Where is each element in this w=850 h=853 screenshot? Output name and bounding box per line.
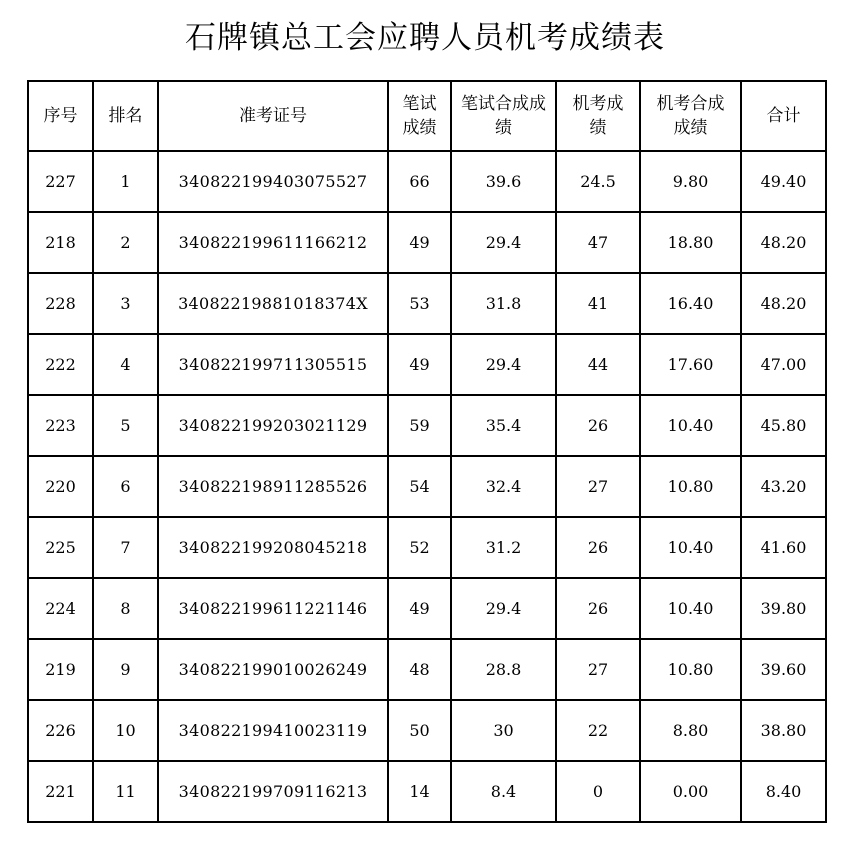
cell-written-score: 66 <box>388 151 451 212</box>
cell-computer-score: 26 <box>556 578 640 639</box>
header-total: 合计 <box>741 81 826 151</box>
cell-seq: 221 <box>28 761 93 822</box>
cell-computer-composite: 16.40 <box>640 273 741 334</box>
cell-computer-composite: 17.60 <box>640 334 741 395</box>
cell-computer-score: 24.5 <box>556 151 640 212</box>
header-computer-composite-line2: 成绩 <box>673 118 708 138</box>
cell-computer-composite: 18.80 <box>640 212 741 273</box>
cell-written-score: 54 <box>388 456 451 517</box>
header-written-score-line1: 笔试 <box>402 94 437 114</box>
table-row <box>28 334 826 395</box>
cell-seq: 219 <box>28 639 93 700</box>
cell-written-score: 59 <box>388 395 451 456</box>
cell-computer-composite: 10.40 <box>640 517 741 578</box>
table-row <box>28 517 826 578</box>
header-written-score-line2: 成绩 <box>402 118 437 138</box>
cell-computer-composite: 9.80 <box>640 151 741 212</box>
cell-total: 48.20 <box>741 212 826 273</box>
cell-written-score: 49 <box>388 578 451 639</box>
cell-computer-composite: 10.80 <box>640 639 741 700</box>
cell-written-composite: 29.4 <box>451 578 556 639</box>
cell-exam-id: 340822199208045218 <box>158 517 388 578</box>
header-computer-composite <box>640 81 741 151</box>
cell-written-score: 48 <box>388 639 451 700</box>
cell-seq: 224 <box>28 578 93 639</box>
cell-written-score: 52 <box>388 517 451 578</box>
cell-written-score: 53 <box>388 273 451 334</box>
cell-exam-id: 340822199403075527 <box>158 151 388 212</box>
cell-rank: 11 <box>93 761 158 822</box>
cell-written-composite: 35.4 <box>451 395 556 456</box>
cell-computer-score: 41 <box>556 273 640 334</box>
cell-exam-id: 340822199709116213 <box>158 761 388 822</box>
header-computer-composite-line1: 机考合成 <box>656 94 725 114</box>
cell-total: 45.80 <box>741 395 826 456</box>
cell-seq: 228 <box>28 273 93 334</box>
cell-seq: 225 <box>28 517 93 578</box>
cell-seq: 227 <box>28 151 93 212</box>
cell-written-composite: 32.4 <box>451 456 556 517</box>
cell-written-score: 50 <box>388 700 451 761</box>
cell-rank: 4 <box>93 334 158 395</box>
cell-written-score: 49 <box>388 212 451 273</box>
table-row <box>28 151 826 212</box>
cell-total: 48.20 <box>741 273 826 334</box>
cell-rank: 6 <box>93 456 158 517</box>
cell-rank: 8 <box>93 578 158 639</box>
cell-total: 39.80 <box>741 578 826 639</box>
cell-exam-id: 340822199410023119 <box>158 700 388 761</box>
header-written-composite-line2: 绩 <box>495 118 512 138</box>
cell-exam-id: 340822198911285526 <box>158 456 388 517</box>
header-computer-score-line1: 机考成 <box>572 94 624 114</box>
cell-exam-id: 340822199711305515 <box>158 334 388 395</box>
header-computer-score <box>556 81 640 151</box>
table-row <box>28 700 826 761</box>
cell-written-composite: 30 <box>451 700 556 761</box>
header-row <box>28 81 826 151</box>
table-row <box>28 761 826 822</box>
table-row <box>28 212 826 273</box>
header-computer-score-line2: 绩 <box>589 118 607 138</box>
cell-computer-score: 0 <box>556 761 640 822</box>
cell-computer-composite: 10.40 <box>640 395 741 456</box>
score-table <box>27 80 827 823</box>
cell-rank: 1 <box>93 151 158 212</box>
cell-computer-score: 47 <box>556 212 640 273</box>
cell-written-composite: 29.4 <box>451 212 556 273</box>
cell-rank: 5 <box>93 395 158 456</box>
cell-rank: 3 <box>93 273 158 334</box>
cell-seq: 226 <box>28 700 93 761</box>
cell-computer-score: 26 <box>556 395 640 456</box>
cell-rank: 7 <box>93 517 158 578</box>
header-seq: 序号 <box>28 81 93 151</box>
cell-written-composite: 31.8 <box>451 273 556 334</box>
cell-written-composite: 39.6 <box>451 151 556 212</box>
header-exam-id: 准考证号 <box>158 81 388 151</box>
cell-computer-score: 22 <box>556 700 640 761</box>
cell-exam-id: 340822199010026249 <box>158 639 388 700</box>
cell-total: 39.60 <box>741 639 826 700</box>
table-row <box>28 639 826 700</box>
header-written-score <box>388 81 451 151</box>
cell-total: 49.40 <box>741 151 826 212</box>
cell-exam-id: 34082219881018374X <box>158 273 388 334</box>
header-written-composite <box>451 81 556 151</box>
table-row <box>28 273 826 334</box>
cell-total: 47.00 <box>741 334 826 395</box>
cell-rank: 9 <box>93 639 158 700</box>
cell-computer-composite: 0.00 <box>640 761 741 822</box>
cell-computer-composite: 8.80 <box>640 700 741 761</box>
cell-total: 41.60 <box>741 517 826 578</box>
page-title: 石牌镇总工会应聘人员机考成绩表 <box>185 20 665 56</box>
cell-exam-id: 340822199203021129 <box>158 395 388 456</box>
cell-computer-score: 26 <box>556 517 640 578</box>
header-written-composite-line1: 笔试合成成 <box>461 94 546 114</box>
cell-rank: 2 <box>93 212 158 273</box>
table-row <box>28 456 826 517</box>
cell-computer-score: 27 <box>556 639 640 700</box>
cell-rank: 10 <box>93 700 158 761</box>
table-row <box>28 578 826 639</box>
cell-computer-score: 27 <box>556 456 640 517</box>
cell-seq: 218 <box>28 212 93 273</box>
cell-total: 38.80 <box>741 700 826 761</box>
cell-written-score: 49 <box>388 334 451 395</box>
cell-seq: 222 <box>28 334 93 395</box>
cell-computer-score: 44 <box>556 334 640 395</box>
header-rank: 排名 <box>93 81 158 151</box>
table-row <box>28 395 826 456</box>
cell-written-composite: 8.4 <box>451 761 556 822</box>
cell-computer-composite: 10.80 <box>640 456 741 517</box>
cell-seq: 223 <box>28 395 93 456</box>
cell-total: 43.20 <box>741 456 826 517</box>
cell-seq: 220 <box>28 456 93 517</box>
cell-exam-id: 340822199611166212 <box>158 212 388 273</box>
cell-written-composite: 29.4 <box>451 334 556 395</box>
cell-total: 8.40 <box>741 761 826 822</box>
cell-computer-composite: 10.40 <box>640 578 741 639</box>
cell-written-score: 14 <box>388 761 451 822</box>
cell-written-composite: 31.2 <box>451 517 556 578</box>
cell-written-composite: 28.8 <box>451 639 556 700</box>
cell-exam-id: 340822199611221146 <box>158 578 388 639</box>
